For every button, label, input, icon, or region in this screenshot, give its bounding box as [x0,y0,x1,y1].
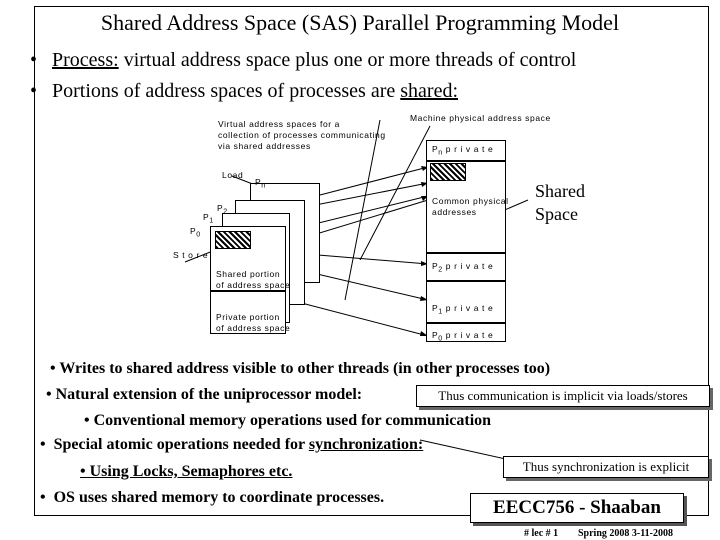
p0-sub: 0 [438,334,443,343]
private-portion-label [216,312,290,334]
shared-space-line: Space [535,204,578,224]
common-physical-hatch [430,163,466,181]
term-date: Spring 2008 3-11-2008 [578,528,674,539]
p2-letter: P [432,261,439,271]
note-locks-semaphores: • Using Locks, Semaphores etc. [80,463,293,480]
virtual-caption-line: collection of processes communicating [218,130,386,140]
p0-sub: 0 [196,230,201,239]
virtual-caption [218,119,386,152]
phys-divider [426,160,506,162]
bullet-glyph: • [30,49,38,71]
virtual-caption-line: Virtual address spaces for a [218,119,341,129]
lecture-number: # lec # 1 [524,528,559,539]
p0-private-label [432,330,493,345]
p1-letter: P [432,303,439,313]
p0-letter: P [432,330,439,340]
private-word: p r i v a t e [445,330,494,340]
load-label: Load [222,170,244,180]
callout2-pointer [420,440,510,460]
p2-letter: P [217,203,224,213]
pn-letter: P [432,144,439,154]
callout-implicit-communication: Thus communication is implicit via loads/stores [416,385,710,407]
callout-explicit-synchronization: Thus synchronization is explicit [503,456,709,478]
slide-title: Shared Address Space (SAS) Parallel Programming Model [100,10,620,35]
p1-sub: 1 [209,216,214,225]
virtual-caption-line: via shared addresses [218,141,311,151]
shared-portions-text: Portions of address spaces of processes are [52,80,401,102]
bullet-glyph: • [40,436,46,453]
note-atomic-ops [40,436,423,454]
private-word: p r i v a t e [445,303,494,313]
shared-term: shared: [400,80,459,102]
shared-portion-line: of address space [216,280,291,290]
p1-sub: 1 [438,307,443,316]
private-word: p r i v a t e [445,144,494,154]
pn-sub: n [438,148,443,157]
phys-divider [426,280,506,282]
common-physical-line: addresses [432,207,477,217]
atomic-ops-text: Special atomic operations needed for [53,436,309,453]
shared-portion-line: Shared portion [216,269,281,279]
p2-label [217,203,228,218]
bullet-glyph: • [40,489,46,506]
shared-space-label [535,180,585,226]
pn-label [255,177,266,192]
store-label: S t o r e [173,250,209,260]
p1-label [203,212,214,227]
p1-letter: P [203,212,210,222]
phys-divider [426,322,506,324]
note-natural-extension: • Natural extension of the uniprocessor model: [46,386,363,403]
course-badge: EECC756 - Shaaban [470,493,684,523]
private-portion-line: Private portion [216,312,280,322]
arrow-line [320,167,428,195]
p2-sub: 2 [438,265,443,274]
pn-sub: n [261,181,266,190]
process-term: Process: [52,49,119,71]
private-portion-line: of address space [216,323,291,333]
arrow-line [290,300,428,336]
common-physical-label [432,196,509,218]
phys-divider [426,252,506,254]
os-shared-memory-text: OS uses shared memory to coordinate processes. [53,489,385,506]
shared-region-hatch [215,231,251,249]
pn-letter: P [255,177,262,187]
private-word: p r i v a t e [445,261,494,271]
pn-private-label [432,144,493,159]
synchronization-term: synchronization: [308,436,424,453]
p2-private-label [432,261,493,276]
p0-label [190,226,201,241]
p2-sub: 2 [223,207,228,216]
common-physical-line: Common physical [432,196,509,206]
p0-letter: P [190,226,197,236]
machine-caption: Machine physical address space [410,113,551,123]
process-definition: virtual address space plus one or more threads of control [118,49,577,71]
p1-private-label [432,303,493,318]
shared-portion-label [216,269,290,291]
note-os-shared-memory [40,489,384,507]
arrow-line [318,255,428,264]
bullet-glyph: • [30,80,38,102]
shared-space-line: Shared [535,181,585,201]
note-writes-visible: • Writes to shared address visible to other threads (in other processes too) [50,360,551,377]
note-conventional-memory: • Conventional memory operations used for communication [84,412,492,429]
